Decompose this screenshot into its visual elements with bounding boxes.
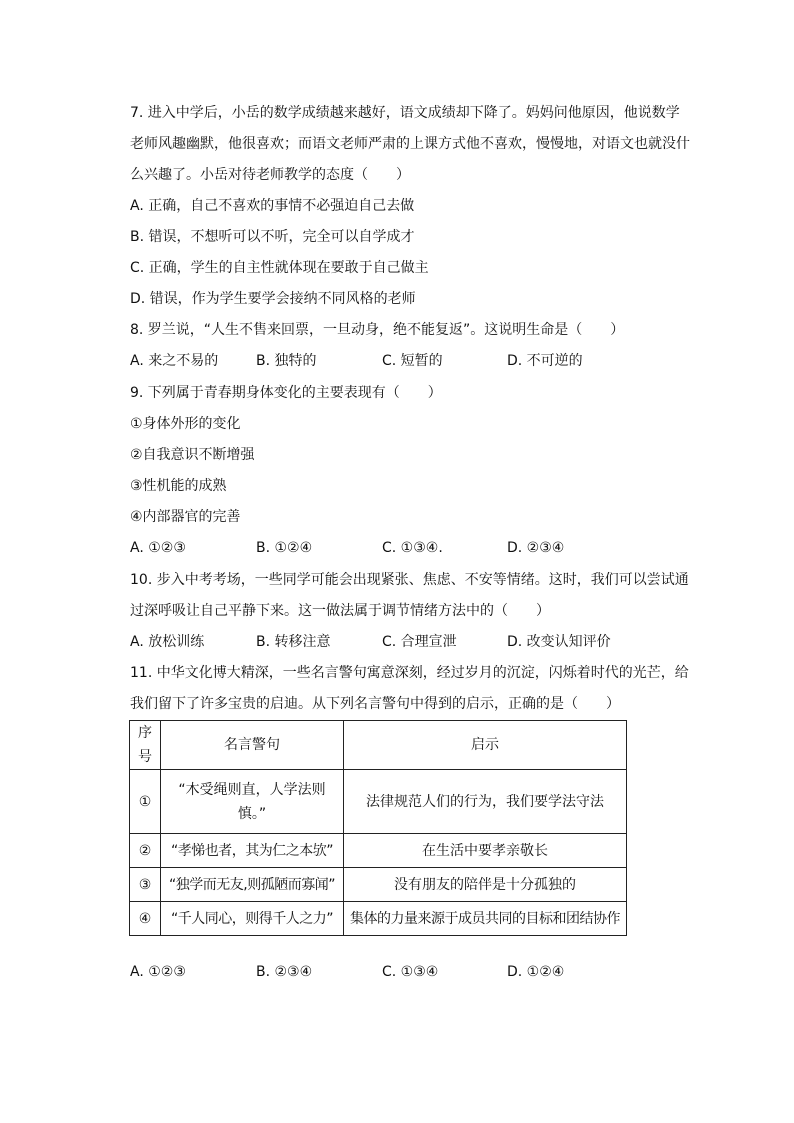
row-lesson: 集体的力量来源于成员共同的目标和团结协作 bbox=[344, 902, 627, 936]
q7-stem-line1: 7. 进入中学后，小岳的数学成绩越来越好，语文成绩却下降了。妈妈问他原因，他说数学 bbox=[130, 105, 680, 121]
q10-option-b: B. 转移注意 bbox=[256, 634, 331, 650]
q7-stem-line3: 么兴趣了。小岳对待老师教学的态度（ ） bbox=[130, 167, 410, 183]
q7-stem-line2: 老师风趣幽默，他很喜欢；而语文老师严肃的上课方式他不喜欢，慢慢地，对语文也就没什 bbox=[130, 136, 690, 152]
header-quote: 名言警句 bbox=[161, 721, 344, 770]
row-quote bbox=[161, 770, 344, 834]
row-lesson: 在生活中要孝亲敬长 bbox=[344, 834, 627, 868]
table-header-row bbox=[130, 721, 627, 770]
q9-option-a: A. ①②③ bbox=[130, 540, 186, 556]
header-lesson: 启示 bbox=[344, 721, 627, 770]
row-lesson: 没有朋友的陪伴是十分孤独的 bbox=[344, 868, 627, 902]
q9-option-c: C. ①③④. bbox=[382, 540, 443, 556]
row-number: ② bbox=[130, 834, 161, 868]
row-quote: “孝悌也者，其为仁之本欤” bbox=[161, 834, 344, 868]
q9-item-2: ②自我意识不断增强 bbox=[130, 447, 255, 463]
q10-option-d: D. 改变认知评价 bbox=[507, 634, 611, 650]
q8-option-a: A. 来之不易的 bbox=[130, 353, 219, 369]
table-row bbox=[130, 770, 627, 834]
table-row bbox=[130, 902, 627, 936]
q11-option-b: B. ②③④ bbox=[256, 964, 313, 980]
q9-stem: 9. 下列属于青春期身体变化的主要表现有（ ） bbox=[130, 385, 442, 401]
q7-option-c: C. 正确，学生的自主性就体现在要敢于自己做主 bbox=[130, 260, 429, 276]
q11-stem-line1: 11. 中华文化博大精深，一些名言警句寓意深刻，经过岁月的沉淀，闪烁着时代的光芒，给 bbox=[130, 665, 689, 681]
q10-stem-line2: 过深呼吸让自己平静下来。这一做法属于调节情绪方法中的（ ） bbox=[130, 603, 550, 619]
q8-option-b: B. 独特的 bbox=[256, 353, 317, 369]
row-quote: “千人同心，则得千人之力” bbox=[161, 902, 344, 936]
q9-item-1: ①身体外形的变化 bbox=[130, 416, 241, 432]
row-lesson: 法律规范人们的行为，我们要学法守法 bbox=[344, 770, 627, 834]
row-number: ③ bbox=[130, 868, 161, 902]
q8-option-d: D. 不可逆的 bbox=[507, 353, 583, 369]
table-row bbox=[130, 834, 627, 868]
row-number: ④ bbox=[130, 902, 161, 936]
q7-option-d: D. 错误，作为学生要学会接纳不同风格的老师 bbox=[130, 291, 416, 307]
table-row bbox=[130, 868, 627, 902]
quotes-table bbox=[129, 720, 627, 936]
q11-stem-line2: 我们留下了许多宝贵的启迪。从下列名言警句中得到的启示，正确的是（ ） bbox=[130, 696, 620, 712]
q7-option-a: A. 正确，自己不喜欢的事情不必强迫自己去做 bbox=[130, 198, 415, 214]
q9-item-4: ④内部器官的完善 bbox=[130, 509, 241, 525]
q7-option-b: B. 错误，不想听可以不听，完全可以自学成才 bbox=[130, 229, 415, 245]
q10-option-a: A. 放松训练 bbox=[130, 634, 205, 650]
q10-option-c: C. 合理宣泄 bbox=[382, 634, 457, 650]
header-number: 序号 bbox=[130, 721, 161, 770]
q9-option-b: B. ①②④ bbox=[256, 540, 313, 556]
q11-option-c: C. ①③④ bbox=[382, 964, 439, 980]
q11-option-a: A. ①②③ bbox=[130, 964, 186, 980]
row-quote-line1: “木受绳则直，人学法则 bbox=[178, 781, 326, 798]
q9-item-3: ③性机能的成熟 bbox=[130, 478, 227, 494]
q11-option-d: D. ①②④ bbox=[507, 964, 565, 980]
q9-option-d: D. ②③④ bbox=[507, 540, 565, 556]
q8-stem: 8. 罗兰说，“人生不售来回票，一旦动身，绝不能复返”。这说明生命是（ ） bbox=[130, 322, 625, 338]
row-number: ① bbox=[130, 770, 161, 834]
row-quote-line2: 慎。” bbox=[237, 805, 267, 822]
q10-stem-line1: 10. 步入中考考场，一些同学可能会出现紧张、焦虑、不安等情绪。这时，我们可以尝试通 bbox=[130, 572, 689, 588]
row-quote: “独学而无友,则孤陋而寡闻” bbox=[161, 868, 344, 902]
q8-option-c: C. 短暂的 bbox=[382, 353, 443, 369]
